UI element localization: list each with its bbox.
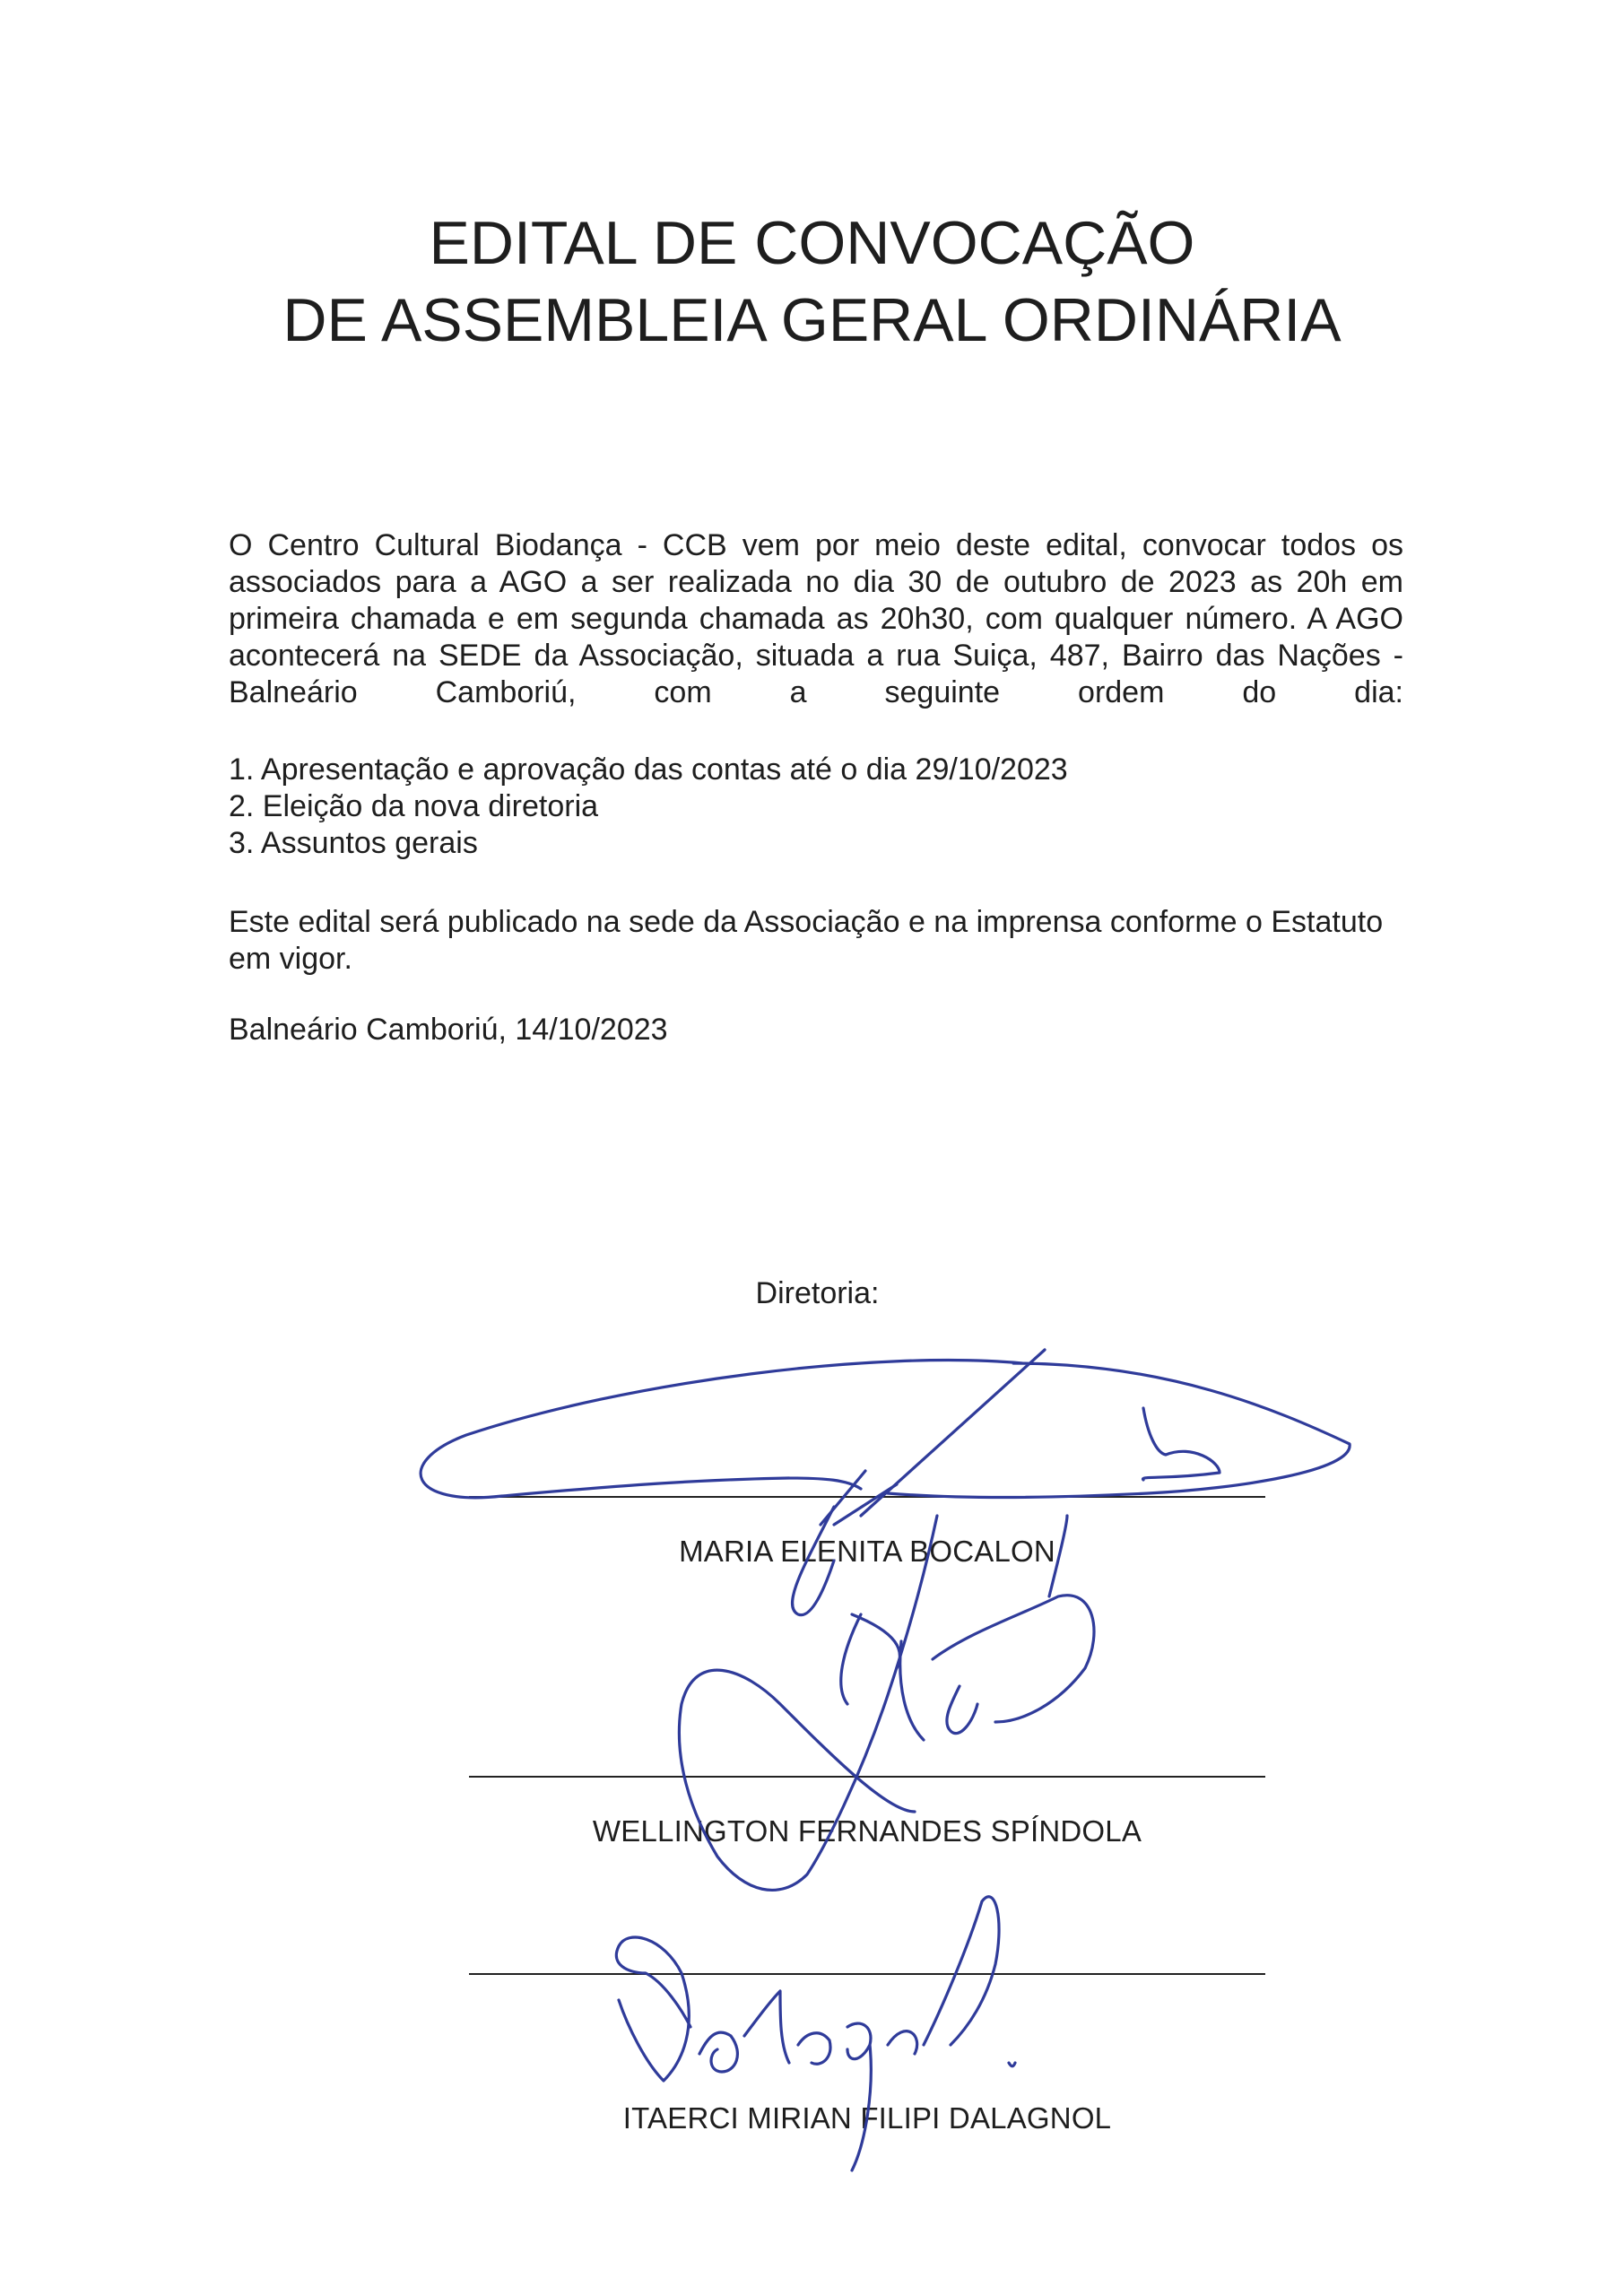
agenda-item: 1. Apresentação e aprovação das contas até o dia 29/10/2023 <box>229 752 1068 787</box>
signature-1 <box>421 1350 1350 1615</box>
signatory-name-2: WELLINGTON FERNANDES SPÍNDOLA <box>592 1814 1142 1848</box>
signatory-name-1: MARIA ELENITA BOCALON <box>679 1535 1055 1568</box>
title-line-2: DE ASSEMBLEIA GERAL ORDINÁRIA <box>282 286 1342 354</box>
signature-line-3 <box>469 1973 1265 1975</box>
document-title <box>0 204 1624 359</box>
signature-line-2 <box>469 1776 1265 1778</box>
board-label: Diretoria: <box>755 1276 880 1310</box>
title-line-1: EDITAL DE CONVOCAÇÃO <box>429 209 1195 277</box>
signature-line-1 <box>469 1496 1265 1498</box>
agenda-list <box>229 752 1403 862</box>
intro-paragraph: O Centro Cultural Biodança - CCB vem por meio deste edital, convocar todos os associados para a AGO a ser realizada no dia 30 de outubro de 2023 as 20h em primeira chamada e em segunda chamada as 20h30, com qualquer número. A AGO acontecerá na SEDE da Associação, situada a rua Suiça, 487, Bairro das Nações - Balneário Camboriú, com a seguinte ordem do dia: <box>229 528 1403 709</box>
signatory-name-3: ITAERCI MIRIAN FILIPI DALAGNOL <box>622 2101 1112 2135</box>
agenda-item: 2. Eleição da nova diretoria <box>229 789 599 823</box>
publication-notice: Este edital será publicado na sede da Associação e na imprensa conforme o Estatuto em vigor. <box>229 905 1384 976</box>
agenda-item: 3. Assuntos gerais <box>229 826 478 860</box>
place-and-date: Balneário Camboriú, 14/10/2023 <box>229 1013 668 1047</box>
